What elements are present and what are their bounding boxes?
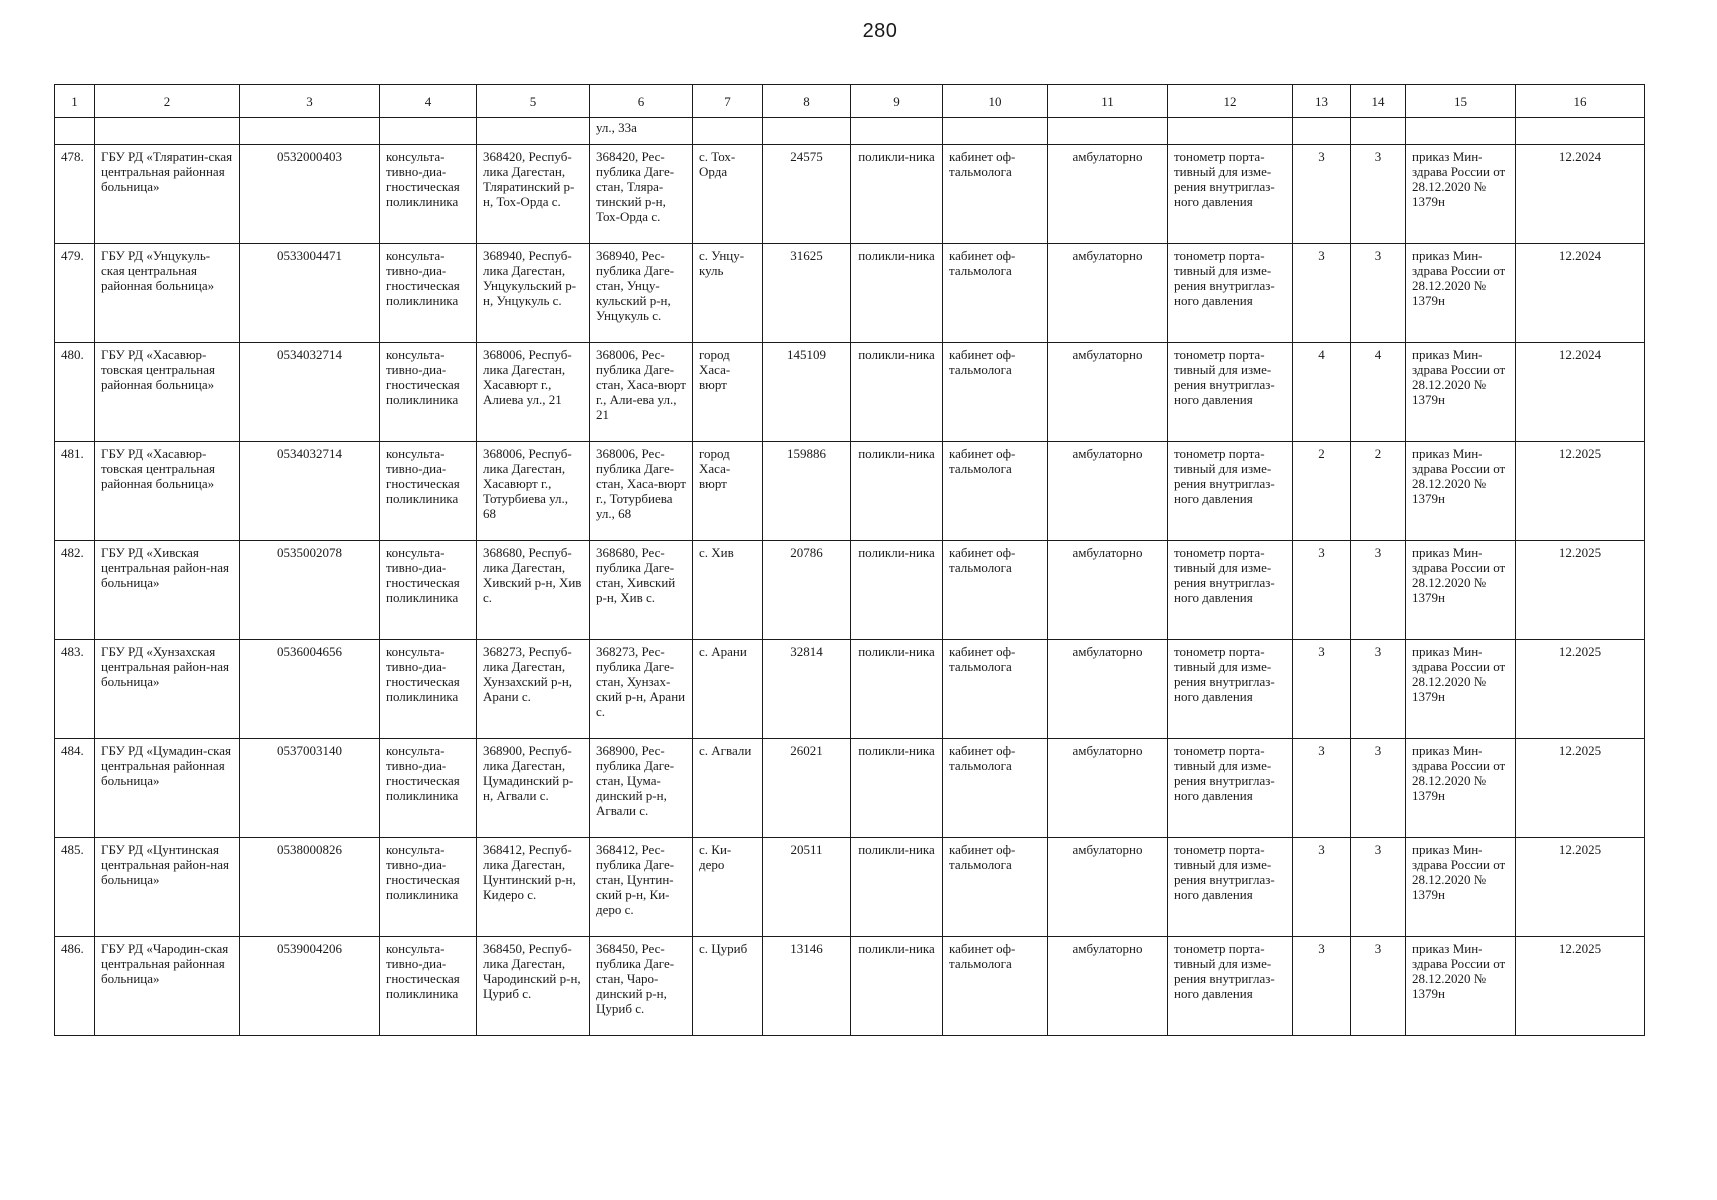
legal-address-cell: 368006, Респуб-лика Дагестан, Хасавюрт г., Тотурбиева ул., 68 bbox=[477, 442, 590, 541]
column-header: 1 bbox=[55, 85, 95, 118]
locality-cell: с. Хив bbox=[693, 541, 763, 640]
organization-name-cell: ГБУ РД «Чародин-ская центральная районная больница» bbox=[95, 937, 240, 1036]
organization-code-cell: 0534032714 bbox=[240, 442, 380, 541]
column-header: 7 bbox=[693, 85, 763, 118]
table-row bbox=[55, 640, 1645, 739]
quantity-required-cell: 3 bbox=[1293, 937, 1351, 1036]
quantity-planned-cell: 3 bbox=[1351, 244, 1406, 343]
quantity-planned-cell: 3 bbox=[1351, 739, 1406, 838]
address-continuation: ул., 33а bbox=[590, 118, 693, 145]
locality-cell: с. Ки-деро bbox=[693, 838, 763, 937]
table-row bbox=[55, 145, 1645, 244]
locality-cell: с. Агвали bbox=[693, 739, 763, 838]
facility-type-cell: консульта-тивно-диа-гностическая поликлиника bbox=[380, 838, 477, 937]
delivery-date-cell: 12.2025 bbox=[1516, 937, 1645, 1036]
equipment-name-cell: тонометр порта-тивный для изме-рения внутриглаз-ного давления bbox=[1168, 244, 1293, 343]
column-header: 2 bbox=[95, 85, 240, 118]
legal-address-cell: 368940, Респуб-лика Дагестан, Унцукульский р-н, Унцукуль с. bbox=[477, 244, 590, 343]
actual-address-cell: 368420, Рес-публика Даге-стан, Тляра-тинский р-н, Тох-Орда с. bbox=[590, 145, 693, 244]
actual-address-cell: 368273, Рес-публика Даге-стан, Хунзах-ский р-н, Арани с. bbox=[590, 640, 693, 739]
locality-cell: город Хаса-вюрт bbox=[693, 442, 763, 541]
legal-address-cell: 368006, Респуб-лика Дагестан, Хасавюрт г., Алиева ул., 21 bbox=[477, 343, 590, 442]
actual-address-cell: 368006, Рес-публика Даге-стан, Хаса-вюрт г., Али-ева ул., 21 bbox=[590, 343, 693, 442]
table-row bbox=[55, 541, 1645, 640]
facility-type-cell: консульта-тивно-диа-гностическая поликлиника bbox=[380, 739, 477, 838]
organization-name-cell: ГБУ РД «Цумадин-ская центральная районная больница» bbox=[95, 739, 240, 838]
row-number-cell: 486. bbox=[55, 937, 95, 1036]
column-header: 16 bbox=[1516, 85, 1645, 118]
organization-name-cell: ГБУ РД «Цунтинская центральная район-ная больница» bbox=[95, 838, 240, 937]
legal-address-cell: 368450, Респуб-лика Дагестан, Чародинский р-н, Цуриб с. bbox=[477, 937, 590, 1036]
equipment-name-cell: тонометр порта-тивный для изме-рения внутриглаз-ного давления bbox=[1168, 838, 1293, 937]
unit-type-cell: поликли-ника bbox=[851, 739, 943, 838]
row-number-cell: 481. bbox=[55, 442, 95, 541]
regulation-order-cell: приказ Мин-здрава России от 28.12.2020 № 1379н bbox=[1406, 739, 1516, 838]
quantity-required-cell: 3 bbox=[1293, 244, 1351, 343]
unit-type-cell: поликли-ника bbox=[851, 442, 943, 541]
population-cell: 159886 bbox=[763, 442, 851, 541]
unit-type-cell: поликли-ника bbox=[851, 145, 943, 244]
table-row bbox=[55, 343, 1645, 442]
unit-type-cell: поликли-ника bbox=[851, 244, 943, 343]
legal-address-cell: 368273, Респуб-лика Дагестан, Хунзахский р-н, Арани с. bbox=[477, 640, 590, 739]
quantity-planned-cell: 3 bbox=[1351, 541, 1406, 640]
regulation-order-cell: приказ Мин-здрава России от 28.12.2020 № 1379н bbox=[1406, 343, 1516, 442]
quantity-planned-cell: 3 bbox=[1351, 145, 1406, 244]
population-cell: 145109 bbox=[763, 343, 851, 442]
population-cell: 20786 bbox=[763, 541, 851, 640]
facility-type-cell: консульта-тивно-диа-гностическая поликлиника bbox=[380, 244, 477, 343]
row-number-cell: 480. bbox=[55, 343, 95, 442]
care-conditions-cell: амбулаторно bbox=[1048, 739, 1168, 838]
population-cell: 24575 bbox=[763, 145, 851, 244]
organization-code-cell: 0537003140 bbox=[240, 739, 380, 838]
locality-cell: с. Цуриб bbox=[693, 937, 763, 1036]
equipment-name-cell: тонометр порта-тивный для изме-рения внутриглаз-ного давления bbox=[1168, 739, 1293, 838]
room-name-cell: кабинет оф-тальмолога bbox=[943, 937, 1048, 1036]
equipment-name-cell: тонометр порта-тивный для изме-рения внутриглаз-ного давления bbox=[1168, 343, 1293, 442]
regulation-order-cell: приказ Мин-здрава России от 28.12.2020 № 1379н bbox=[1406, 640, 1516, 739]
room-name-cell: кабинет оф-тальмолога bbox=[943, 640, 1048, 739]
legal-address-cell: 368420, Респуб-лика Дагестан, Тляратинский р-н, Тох-Орда с. bbox=[477, 145, 590, 244]
locality-cell: с. Унцу-куль bbox=[693, 244, 763, 343]
facility-type-cell: консульта-тивно-диа-гностическая поликлиника bbox=[380, 343, 477, 442]
regulation-order-cell: приказ Мин-здрава России от 28.12.2020 № 1379н bbox=[1406, 541, 1516, 640]
organization-name-cell: ГБУ РД «Тляратин-ская центральная районная больница» bbox=[95, 145, 240, 244]
equipment-name-cell: тонометр порта-тивный для изме-рения внутриглаз-ного давления bbox=[1168, 937, 1293, 1036]
actual-address-cell: 368940, Рес-публика Даге-стан, Унцу-кульский р-н, Унцукуль с. bbox=[590, 244, 693, 343]
regulation-order-cell: приказ Мин-здрава России от 28.12.2020 № 1379н bbox=[1406, 244, 1516, 343]
organization-name-cell: ГБУ РД «Хивская центральная район-ная больница» bbox=[95, 541, 240, 640]
quantity-planned-cell: 3 bbox=[1351, 937, 1406, 1036]
organization-code-cell: 0538000826 bbox=[240, 838, 380, 937]
quantity-planned-cell: 4 bbox=[1351, 343, 1406, 442]
delivery-date-cell: 12.2024 bbox=[1516, 244, 1645, 343]
care-conditions-cell: амбулаторно bbox=[1048, 937, 1168, 1036]
column-header: 4 bbox=[380, 85, 477, 118]
actual-address-cell: 368450, Рес-публика Даге-стан, Чаро-динский р-н, Цуриб с. bbox=[590, 937, 693, 1036]
header-row bbox=[55, 85, 1645, 118]
row-number-cell: 479. bbox=[55, 244, 95, 343]
room-name-cell: кабинет оф-тальмолога bbox=[943, 541, 1048, 640]
room-name-cell: кабинет оф-тальмолога bbox=[943, 442, 1048, 541]
population-cell: 26021 bbox=[763, 739, 851, 838]
continuation-row bbox=[55, 118, 1645, 145]
actual-address-cell: 368412, Рес-публика Даге-стан, Цунтин-ский р-н, Ки-деро с. bbox=[590, 838, 693, 937]
regulation-order-cell: приказ Мин-здрава России от 28.12.2020 № 1379н bbox=[1406, 937, 1516, 1036]
organization-name-cell: ГБУ РД «Хасавюр-товская центральная районная больница» bbox=[95, 343, 240, 442]
unit-type-cell: поликли-ника bbox=[851, 343, 943, 442]
facility-type-cell: консульта-тивно-диа-гностическая поликлиника bbox=[380, 442, 477, 541]
room-name-cell: кабинет оф-тальмолога bbox=[943, 343, 1048, 442]
facility-type-cell: консульта-тивно-диа-гностическая поликлиника bbox=[380, 541, 477, 640]
page-number: 280 bbox=[862, 20, 898, 42]
table-row bbox=[55, 937, 1645, 1036]
care-conditions-cell: амбулаторно bbox=[1048, 145, 1168, 244]
equipment-name-cell: тонометр порта-тивный для изме-рения внутриглаз-ного давления bbox=[1168, 145, 1293, 244]
regulation-order-cell: приказ Мин-здрава России от 28.12.2020 № 1379н bbox=[1406, 145, 1516, 244]
table-row bbox=[55, 244, 1645, 343]
equipment-name-cell: тонометр порта-тивный для изме-рения внутриглаз-ного давления bbox=[1168, 640, 1293, 739]
column-header: 8 bbox=[763, 85, 851, 118]
organization-code-cell: 0539004206 bbox=[240, 937, 380, 1036]
organization-code-cell: 0535002078 bbox=[240, 541, 380, 640]
actual-address-cell: 368680, Рес-публика Даге-стан, Хивский р-н, Хив с. bbox=[590, 541, 693, 640]
regulation-order-cell: приказ Мин-здрава России от 28.12.2020 № 1379н bbox=[1406, 442, 1516, 541]
facility-type-cell: консульта-тивно-диа-гностическая поликлиника bbox=[380, 937, 477, 1036]
quantity-required-cell: 3 bbox=[1293, 145, 1351, 244]
column-header: 15 bbox=[1406, 85, 1516, 118]
organization-name-cell: ГБУ РД «Хунзахская центральная район-ная больница» bbox=[95, 640, 240, 739]
care-conditions-cell: амбулаторно bbox=[1048, 343, 1168, 442]
delivery-date-cell: 12.2025 bbox=[1516, 739, 1645, 838]
legal-address-cell: 368900, Респуб-лика Дагестан, Цумадинский р-н, Агвали с. bbox=[477, 739, 590, 838]
table-row bbox=[55, 838, 1645, 937]
row-number-cell: 483. bbox=[55, 640, 95, 739]
quantity-required-cell: 3 bbox=[1293, 838, 1351, 937]
legal-address-cell: 368680, Респуб-лика Дагестан, Хивский р-н, Хив с. bbox=[477, 541, 590, 640]
care-conditions-cell: амбулаторно bbox=[1048, 442, 1168, 541]
organization-code-cell: 0534032714 bbox=[240, 343, 380, 442]
equipment-name-cell: тонометр порта-тивный для изме-рения внутриглаз-ного давления bbox=[1168, 442, 1293, 541]
quantity-required-cell: 4 bbox=[1293, 343, 1351, 442]
table-row bbox=[55, 442, 1645, 541]
delivery-date-cell: 12.2025 bbox=[1516, 442, 1645, 541]
quantity-planned-cell: 3 bbox=[1351, 838, 1406, 937]
unit-type-cell: поликли-ника bbox=[851, 541, 943, 640]
unit-type-cell: поликли-ника bbox=[851, 640, 943, 739]
room-name-cell: кабинет оф-тальмолога bbox=[943, 838, 1048, 937]
delivery-date-cell: 12.2024 bbox=[1516, 145, 1645, 244]
registry-table bbox=[54, 84, 1645, 1036]
row-number-cell: 485. bbox=[55, 838, 95, 937]
legal-address-cell: 368412, Респуб-лика Дагестан, Цунтинский р-н, Кидеро с. bbox=[477, 838, 590, 937]
column-header: 9 bbox=[851, 85, 943, 118]
column-header: 5 bbox=[477, 85, 590, 118]
delivery-date-cell: 12.2025 bbox=[1516, 640, 1645, 739]
locality-cell: с. Арани bbox=[693, 640, 763, 739]
room-name-cell: кабинет оф-тальмолога bbox=[943, 739, 1048, 838]
row-number-cell: 478. bbox=[55, 145, 95, 244]
care-conditions-cell: амбулаторно bbox=[1048, 541, 1168, 640]
unit-type-cell: поликли-ника bbox=[851, 937, 943, 1036]
column-header: 13 bbox=[1293, 85, 1351, 118]
actual-address-cell: 368900, Рес-публика Даге-стан, Цума-динский р-н, Агвали с. bbox=[590, 739, 693, 838]
room-name-cell: кабинет оф-тальмолога bbox=[943, 244, 1048, 343]
regulation-order-cell: приказ Мин-здрава России от 28.12.2020 № 1379н bbox=[1406, 838, 1516, 937]
quantity-required-cell: 3 bbox=[1293, 739, 1351, 838]
organization-code-cell: 0533004471 bbox=[240, 244, 380, 343]
quantity-required-cell: 2 bbox=[1293, 442, 1351, 541]
quantity-planned-cell: 3 bbox=[1351, 640, 1406, 739]
population-cell: 20511 bbox=[763, 838, 851, 937]
table-row bbox=[55, 739, 1645, 838]
row-number-cell: 482. bbox=[55, 541, 95, 640]
equipment-name-cell: тонометр порта-тивный для изме-рения внутриглаз-ного давления bbox=[1168, 541, 1293, 640]
locality-cell: с. Тох-Орда bbox=[693, 145, 763, 244]
quantity-planned-cell: 2 bbox=[1351, 442, 1406, 541]
organization-name-cell: ГБУ РД «Хасавюр-товская центральная районная больница» bbox=[95, 442, 240, 541]
row-number-cell: 484. bbox=[55, 739, 95, 838]
organization-name-cell: ГБУ РД «Унцукуль-ская центральная районная больница» bbox=[95, 244, 240, 343]
quantity-required-cell: 3 bbox=[1293, 541, 1351, 640]
column-header: 3 bbox=[240, 85, 380, 118]
organization-code-cell: 0532000403 bbox=[240, 145, 380, 244]
population-cell: 32814 bbox=[763, 640, 851, 739]
care-conditions-cell: амбулаторно bbox=[1048, 244, 1168, 343]
column-header: 14 bbox=[1351, 85, 1406, 118]
column-header: 10 bbox=[943, 85, 1048, 118]
quantity-required-cell: 3 bbox=[1293, 640, 1351, 739]
organization-code-cell: 0536004656 bbox=[240, 640, 380, 739]
care-conditions-cell: амбулаторно bbox=[1048, 640, 1168, 739]
care-conditions-cell: амбулаторно bbox=[1048, 838, 1168, 937]
column-header: 6 bbox=[590, 85, 693, 118]
facility-type-cell: консульта-тивно-диа-гностическая поликлиника bbox=[380, 145, 477, 244]
delivery-date-cell: 12.2025 bbox=[1516, 541, 1645, 640]
delivery-date-cell: 12.2025 bbox=[1516, 838, 1645, 937]
population-cell: 31625 bbox=[763, 244, 851, 343]
locality-cell: город Хаса-вюрт bbox=[693, 343, 763, 442]
delivery-date-cell: 12.2024 bbox=[1516, 343, 1645, 442]
column-header: 11 bbox=[1048, 85, 1168, 118]
population-cell: 13146 bbox=[763, 937, 851, 1036]
column-header: 12 bbox=[1168, 85, 1293, 118]
room-name-cell: кабинет оф-тальмолога bbox=[943, 145, 1048, 244]
unit-type-cell: поликли-ника bbox=[851, 838, 943, 937]
actual-address-cell: 368006, Рес-публика Даге-стан, Хаса-вюрт г., Тотурбиева ул., 68 bbox=[590, 442, 693, 541]
facility-type-cell: консульта-тивно-диа-гностическая поликлиника bbox=[380, 640, 477, 739]
